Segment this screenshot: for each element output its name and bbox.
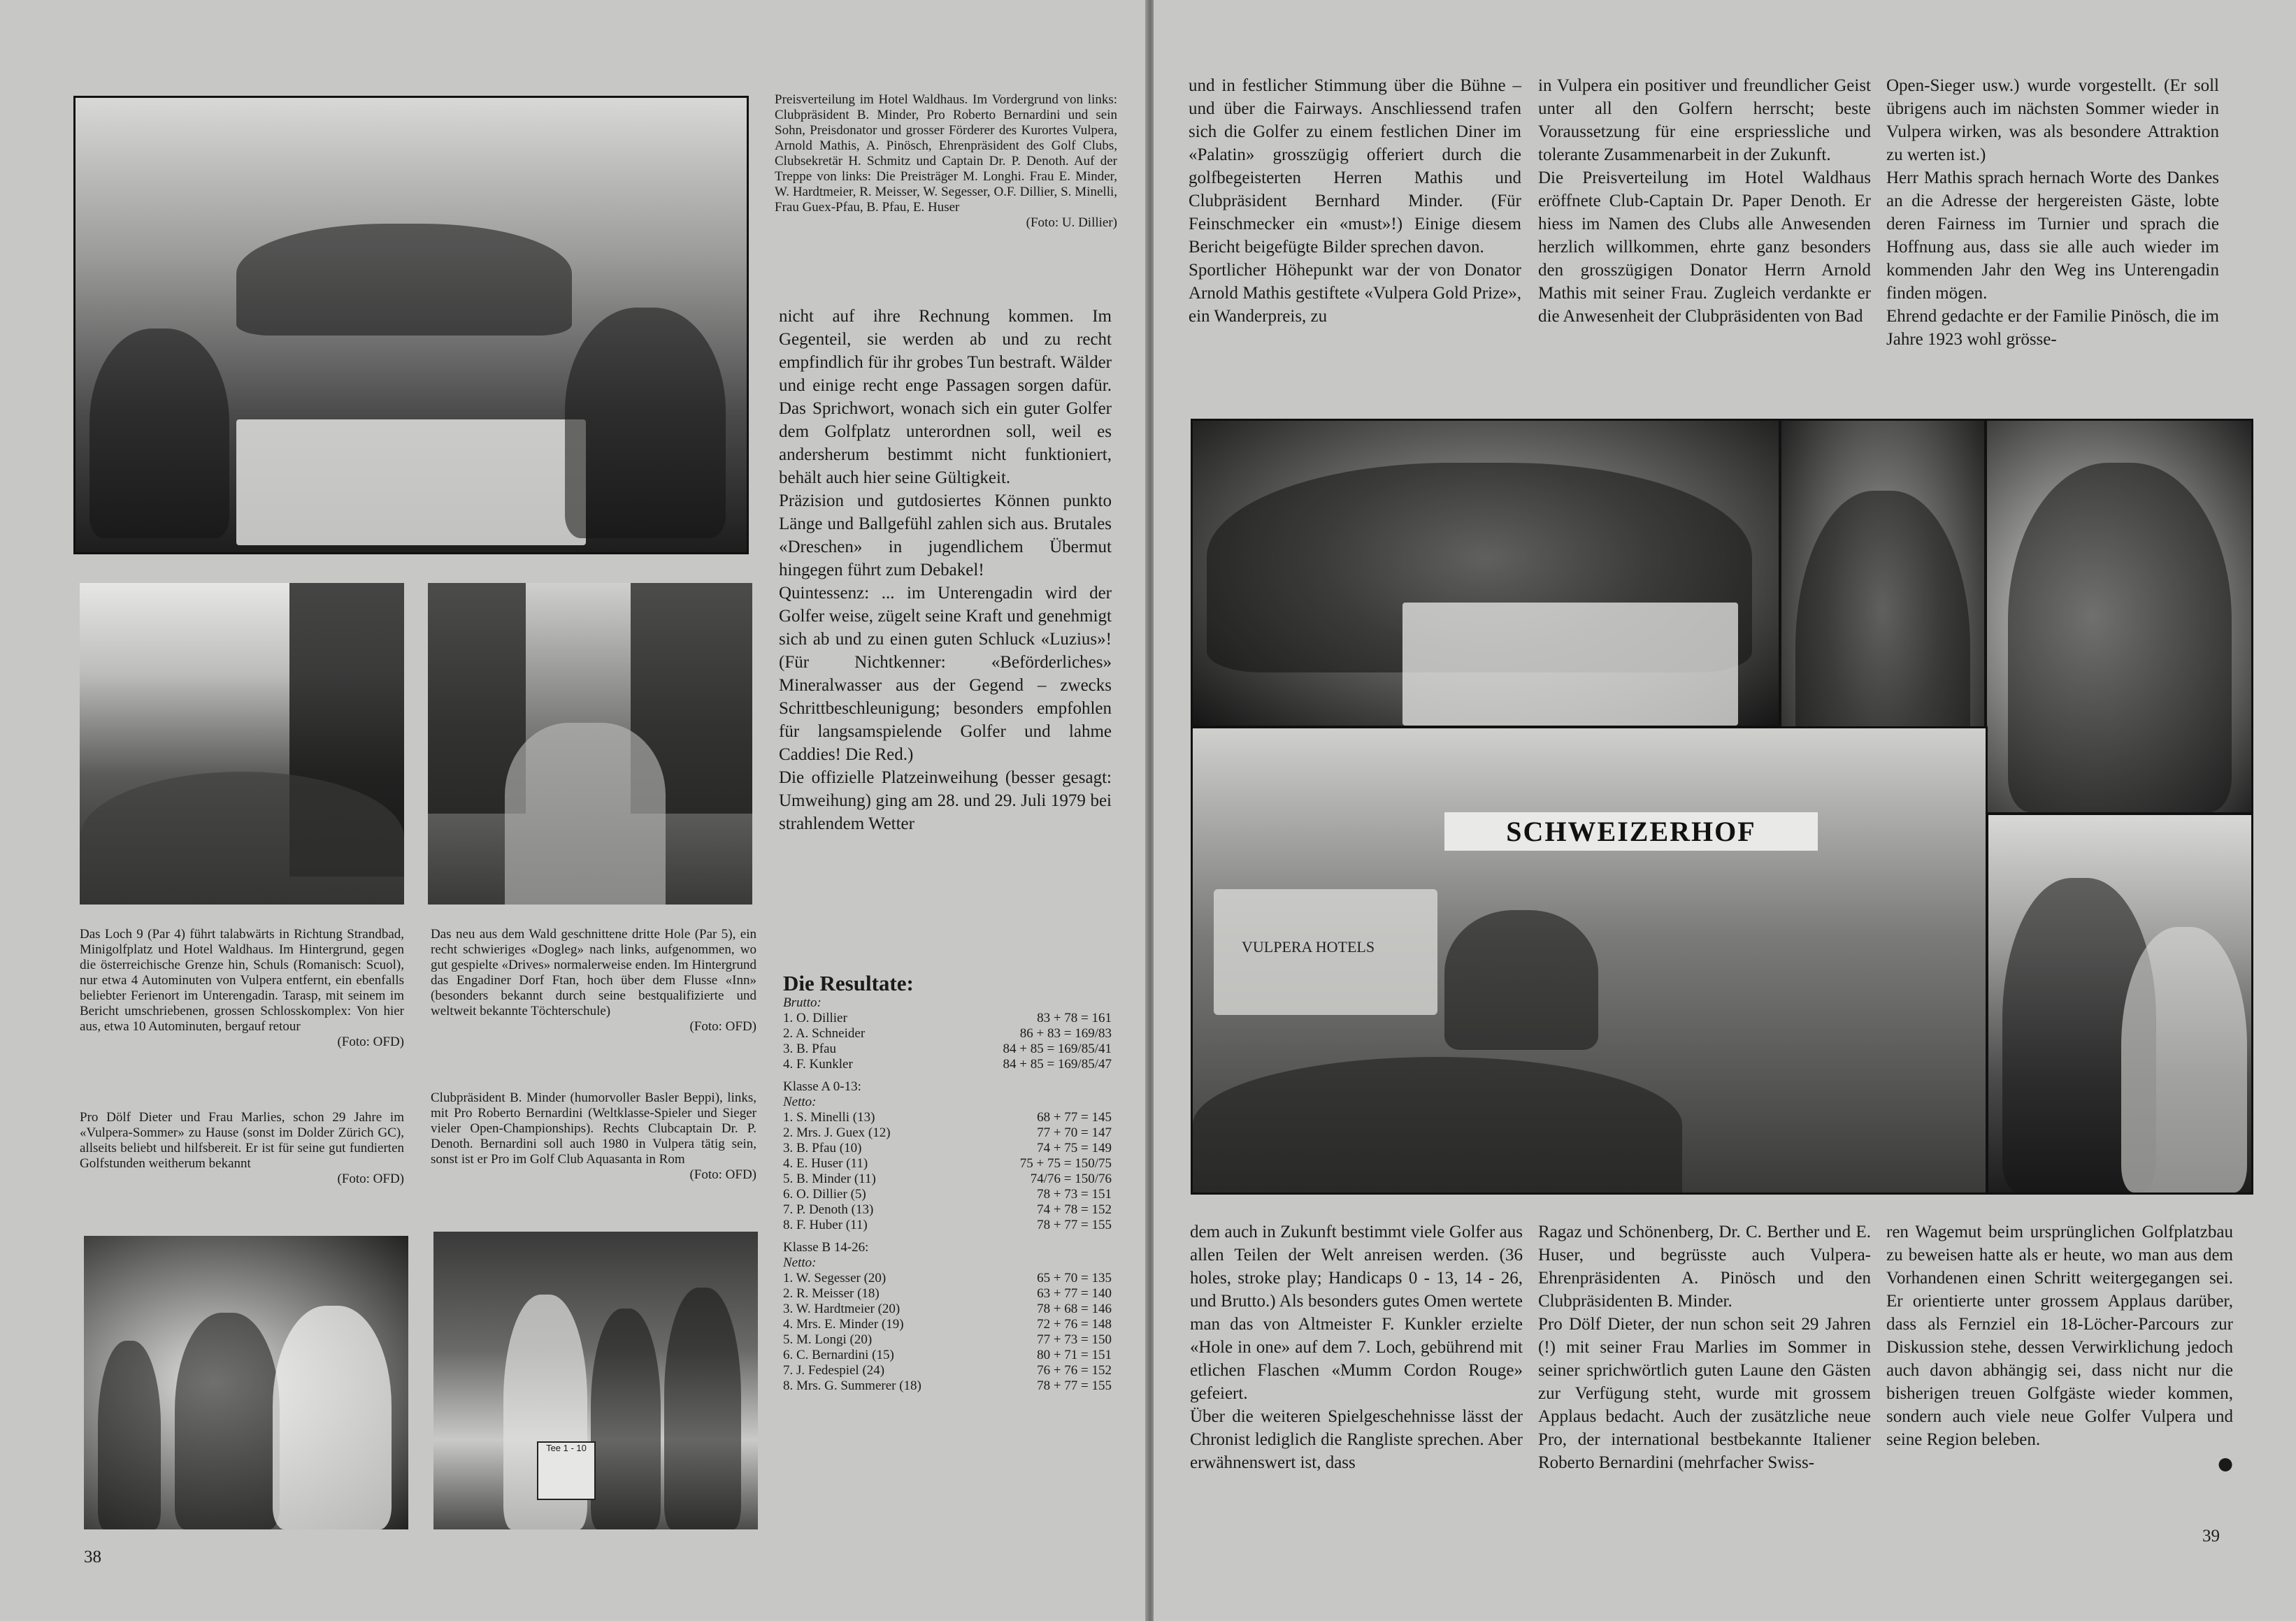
caption-minder xyxy=(431,1090,756,1183)
photo-hotel-carriage xyxy=(1193,728,1986,1193)
player-score: 65 + 70 = 135 xyxy=(1037,1271,1112,1285)
player-name: 3. B. Pfau (10) xyxy=(783,1141,862,1155)
results-row xyxy=(783,1317,1112,1332)
results-title: Die Resultate: xyxy=(783,971,914,995)
person-bernardini xyxy=(591,1309,661,1529)
group-figure xyxy=(236,224,572,336)
results-row xyxy=(783,1363,1112,1378)
player-name: 3. B. Pfau xyxy=(783,1042,836,1056)
caption-hole-9-credit: (Foto: OFD) xyxy=(337,1035,404,1049)
results-row xyxy=(783,1378,1112,1394)
photo-hole-3 xyxy=(428,583,752,905)
body-paragraph: dem auch in Zukunft bestimmt viele Golfer aus allen Teilen der Welt anreisen werden. (36 holes, stroke play; Handicaps 0 - 13, 14 - 26, und Brutto.) Als besonders gutes Omen wertete man das von Altmeister F. Kunkler erzielte «Hole in one» auf dem 7. Loch, gebührend mit etlichen Flaschen «Mumm Cordon Rouge» gefeiert. xyxy=(1190,1223,1523,1403)
group-figure xyxy=(89,329,229,538)
body-paragraph: Präzision und gutdosiertes Können punkto Länge und Ballgefühl zahlen sich aus. Brutales «Dreschen» in jugendlichem Übermut hingegen führt zum Debakel! xyxy=(779,491,1112,579)
player-name: 6. C. Bernardini (15) xyxy=(783,1348,894,1362)
body-paragraph: Pro Dölf Dieter, der nun schon seit 29 Jahren (!) mit seiner Frau Marlies im Sommer in seiner sprichwörtlich guten Laune den Gästen zur Verfügung steht, wurde mit grossem Applaus bedacht. Auch der zusätzliche neue Pro, der international bestbekannte Italiener Roberto Bernardini (mehrfacher Swiss- xyxy=(1538,1315,1871,1472)
person-man xyxy=(175,1313,280,1529)
body-paragraph: Die offizielle Platzeinweihung (besser gesagt: Umweihung) ging am 28. und 29. Juli 1979 bei strahlendem Wetter xyxy=(779,768,1112,833)
results-row xyxy=(783,1302,1112,1317)
player-name: 2. Mrs. J. Guex (12) xyxy=(783,1125,891,1140)
flower-bed xyxy=(1193,1057,1682,1193)
player-name: 7. J. Fedespiel (24) xyxy=(783,1363,885,1378)
player-score: 78 + 73 = 151 xyxy=(1037,1187,1112,1202)
right-page xyxy=(1154,0,2296,1621)
caption-hole-3-credit: (Foto: OFD) xyxy=(689,1019,756,1034)
left-page xyxy=(0,0,1147,1621)
horses xyxy=(1444,910,1598,1050)
player-score: 78 + 68 = 146 xyxy=(1037,1302,1112,1316)
player-name: 1. O. Dillier xyxy=(783,1011,847,1025)
body-paragraph: Über die weiteren Spielgeschehnisse lässt der Chronist lediglich die Rangliste sprechen. Aber erwähnenswert ist, dass xyxy=(1190,1407,1523,1472)
player-score: 84 + 85 = 169/85/41 xyxy=(1003,1042,1112,1056)
person-denoth xyxy=(664,1288,741,1529)
caption-dieter xyxy=(80,1110,404,1187)
main-caption-credit: (Foto: U. Dillier) xyxy=(1026,215,1117,230)
player-score: 77 + 73 = 150 xyxy=(1037,1332,1112,1347)
results-row xyxy=(783,1026,1112,1042)
player-score: 68 + 77 = 145 xyxy=(1037,1110,1112,1125)
photo-minder-bernardini xyxy=(433,1232,758,1529)
caption-hole-3 xyxy=(431,927,756,1035)
photo-dinner-table xyxy=(1193,421,1779,726)
photo-smiling-man xyxy=(1987,421,2251,812)
photo-couple-dinner xyxy=(1988,815,2251,1193)
results-row xyxy=(783,1042,1112,1057)
body-paragraph: Die Preisverteilung im Hotel Waldhaus eröffnete Club-Captain Dr. Paper Denoth. Er hiess im Namen des Clubs alle Anwesenden herzlich willkommen, ehrte ganz besonders den grosszügigen Donator Herrn Arnold Mathis mit seiner Frau. Zugleich verdankte er die Anwesenheit der Clubpräsidenten von Bad xyxy=(1538,168,1871,326)
body-paragraph: Ragaz und Schönenberg, Dr. C. Berther und E. Huser, und begrüsste auch Vulpera-Ehrenpräsidenten A. Pinösch und den Clubpräsidenten B. Minder. xyxy=(1538,1223,1871,1311)
results-row xyxy=(783,1141,1112,1156)
player-score: 72 + 76 = 148 xyxy=(1037,1317,1112,1332)
player-name: 4. F. Kunkler xyxy=(783,1057,853,1072)
person-woman xyxy=(273,1306,392,1529)
results-row xyxy=(783,1271,1112,1286)
results-row xyxy=(783,1332,1112,1348)
article-top-col-1 xyxy=(1189,74,1521,328)
fairway xyxy=(505,723,666,905)
tee-sign xyxy=(537,1441,596,1500)
player-score: 86 + 83 = 169/83 xyxy=(1019,1026,1112,1041)
body-paragraph: Quintessenz: ... im Unterengadin wird der Golfer weise, zügelt seine Kraft und genehmigt sich ab und zu einen guten Schluck «Luzius»! (Für Nichtkenner: «Beförderliches» Mineralwasser aus der Gegend – zwecks Schrittbeschleunigung; besonders empfohlen für langsamspielende Golfer und lahme Caddies! Die Red.) xyxy=(779,584,1112,764)
player-score: 78 + 77 = 155 xyxy=(1037,1218,1112,1232)
results-row xyxy=(783,1156,1112,1172)
page-number-right: 39 xyxy=(2202,1527,2220,1546)
photo-dieter-couple xyxy=(84,1236,408,1529)
body-paragraph: Open-Sieger usw.) wurde vorgestellt. (Er soll übrigens auch im nächsten Sommer wieder in Vulpera wirken, was als besondere Attraktion zu werten ist.) xyxy=(1886,76,2219,164)
body-paragraph: und in festlicher Stimmung über die Bühne – und über die Fairways. Anschliessend trafen sich die Golfer zu einem festlichen Diner im «Palatin» grosszügig offeriert durch die golfbegeisterten Herren Mathis und Clubpräsident Bernhard Minder. (Für Feinschmecker ein «must»!) Einige diesem Bericht beigefügte Bilder sprechen davon. xyxy=(1189,76,1521,257)
player-score: 83 + 78 = 161 xyxy=(1037,1011,1112,1025)
article-top-col-2 xyxy=(1538,74,1871,328)
hotel-sign xyxy=(1444,812,1818,851)
group-figure xyxy=(565,308,726,538)
results-group-heading: Klasse A 0-13: xyxy=(783,1079,861,1094)
player-score: 76 + 76 = 152 xyxy=(1037,1363,1112,1378)
person-left xyxy=(98,1341,161,1529)
player-score: 77 + 70 = 147 xyxy=(1037,1125,1112,1140)
results-group-sub: Netto: xyxy=(783,1095,817,1109)
caption-dieter-credit: (Foto: OFD) xyxy=(337,1172,404,1186)
body-paragraph: nicht auf ihre Rechnung kommen. Im Gegenteil, sie werden ab und zu recht empfindlich für ihr grobes Tun bestraft. Wälder und einige recht enge Passagen sorgen dafür. Das Sprichwort, wonach sich ein guter Golfer dem Golfplatz unterordnen soll, weil es andersherum bestimmt nicht funktioniert, behält auch hier seine Gültigkeit. xyxy=(779,307,1112,487)
article-top-col-3 xyxy=(1886,74,2219,351)
article-column-left xyxy=(779,305,1112,835)
page-number-left: 38 xyxy=(84,1548,101,1566)
player-name: 4. E. Huser (11) xyxy=(783,1156,868,1171)
results-row xyxy=(783,1057,1112,1072)
results-table xyxy=(783,971,1112,1394)
player-name: 6. O. Dillier (5) xyxy=(783,1187,866,1202)
results-row xyxy=(783,1011,1112,1026)
results-group-heading: Brutto: xyxy=(783,995,821,1010)
caption-minder-credit: (Foto: OFD) xyxy=(689,1167,756,1182)
caption-hole-9-text: Das Loch 9 (Par 4) führt talabwärts in Richtung Strandbad, Minigolfplatz und Hotel Waldhaus. Im Hintergrund, gegen die österreichische Grenze hin, Schuls (Romanisch: Scuol), nur etwa 4 Autominuten von Vulpera entfernt, ein ebenfalls beliebter Ferienort im Unterengadin. Tarasp, mit seinem im Bericht umschriebenen, grossen Schlosskomplex: Von hier aus, etwa 10 Autominuten, bergauf retour xyxy=(80,927,404,1034)
results-row xyxy=(783,1286,1112,1302)
results-row xyxy=(783,1218,1112,1233)
player-name: 7. P. Denoth (13) xyxy=(783,1202,874,1217)
player-name: 8. Mrs. G. Summerer (18) xyxy=(783,1378,921,1393)
results-row xyxy=(783,1172,1112,1187)
person-smiling xyxy=(2008,463,2232,812)
article-bottom-col-2 xyxy=(1538,1220,1871,1474)
results-group-sub: Netto: xyxy=(783,1255,817,1270)
body-paragraph: ren Wagemut beim ursprünglichen Golfplatzbau zu beweisen hatte als er heute, wo man aus dem Vorhandenen einen Schritt weitergegangen sei. Er orientierte unter grossem Applaus darüber, dass als Fernziel ein 18-Löcher-Parcours zur Diskussion stehe, dessen Verwirklichung jedoch auch davon abhängig sei, dass nicht nur die bisherigen treuen Golfgäste wieder kommen, sondern auch viele neue Golfer Vulpera und seine Region beleben. xyxy=(1886,1223,2233,1449)
table-cloth xyxy=(1402,603,1738,726)
results-row xyxy=(783,1202,1112,1218)
player-name: 5. B. Minder (11) xyxy=(783,1172,876,1186)
player-name: 1. W. Segesser (20) xyxy=(783,1271,887,1285)
player-score: 74 + 75 = 149 xyxy=(1037,1141,1112,1155)
valley-slope xyxy=(80,772,404,905)
player-score: 84 + 85 = 169/85/47 xyxy=(1003,1057,1112,1072)
player-name: 4. Mrs. E. Minder (19) xyxy=(783,1317,904,1332)
photo-prize-ceremony xyxy=(76,98,747,552)
body-paragraph: Sportlicher Höhepunkt war der von Donator Arnold Mathis gestiftete «Vulpera Gold Prize», ein Wanderpreis, zu xyxy=(1189,261,1521,326)
player-score: 80 + 71 = 151 xyxy=(1037,1348,1112,1362)
player-score: 75 + 75 = 150/75 xyxy=(1019,1156,1112,1171)
main-caption-text: Preisverteilung im Hotel Waldhaus. Im Vordergrund von links: Clubpräsident B. Minder, Pro Roberto Bernardini und sein Sohn, Preisdonator und grosser Förderer des Kurortes Vulpera, Arnold Mathis, A. Pinösch, Ehrenpräsident des Golf Clubs, Clubsekretär H. Schmitz und Captain Dr. P. Denoth. Auf der Treppe von links: Die Preisträger M. Longhi. Frau E. Minder, W. Hardtmeier, R. Meisser, W. Segesser, O.F. Dillier, S. Minelli, Frau Guex-Pfau, B. Pfau, E. Huser xyxy=(775,92,1117,215)
player-name: 2. A. Schneider xyxy=(783,1026,866,1041)
tee-sign-text: Tee 1 - 10 xyxy=(546,1443,587,1453)
hotel-sign-text: SCHWEIZERHOF xyxy=(1506,816,1756,847)
caption-dieter-text: Pro Dölf Dieter und Frau Marlies, schon 29 Jahre im «Vulpera-Sommer» zu Hause (sonst im Dolder Zürich GC), allseits beliebt und hilfsbereit. Er ist für seine gut fundierten Golfstunden weitherum bekannt xyxy=(80,1110,404,1171)
results-group-heading: Klasse B 14-26: xyxy=(783,1240,869,1255)
main-photo-caption xyxy=(775,92,1117,231)
body-paragraph: Herr Mathis sprach hernach Worte des Dankes an die Adresse der hergereisten Gäste, lobte deren Fairness im Turnier und sprach die Hoffnung aus, dass sie alle auch wieder im kommenden Jahr den Weg ins Unterengadin finden mögen. xyxy=(1886,168,2219,303)
results-row xyxy=(783,1187,1112,1202)
player-name: 5. M. Longi (20) xyxy=(783,1332,873,1347)
end-mark: ● xyxy=(2218,1453,2233,1474)
player-name: 1. S. Minelli (13) xyxy=(783,1110,875,1125)
caption-minder-text: Clubpräsident B. Minder (humorvoller Basler Beppi), links, mit Pro Roberto Bernardini (Weltklasse-Spieler und Sieger vieler Open-Championships). Rechts Clubcaptain Dr. P. Denoth. Bernardini soll auch 1980 in Vulpera tätig sein, sonst ist er Pro im Golf Club Aquasanta in Rom xyxy=(431,1090,756,1167)
player-score: 63 + 77 = 140 xyxy=(1037,1286,1112,1301)
woman-smiling xyxy=(2121,927,2247,1193)
player-name: 3. W. Hardtmeier (20) xyxy=(783,1302,901,1316)
player-name: 2. R. Meisser (18) xyxy=(783,1286,880,1301)
player-score: 78 + 77 = 155 xyxy=(1037,1378,1112,1393)
article-bottom-col-3 xyxy=(1886,1220,2233,1474)
player-score: 74 + 78 = 152 xyxy=(1037,1202,1112,1217)
results-row xyxy=(783,1348,1112,1363)
article-bottom-col-1 xyxy=(1190,1220,1523,1474)
results-row xyxy=(783,1110,1112,1125)
body-paragraph: Ehrend gedachte er der Familie Pinösch, die im Jahre 1923 wohl grösse- xyxy=(1886,307,2219,349)
carriage xyxy=(1214,889,1437,1015)
body-paragraph: in Vulpera ein positiver und freundlicher Geist unter all den Golfern herrscht; beste Voraussetzung für eine erspriessliche und tolerante Zusammenarbeit in der Zukunft. xyxy=(1538,76,1871,164)
player-name: 8. F. Huber (11) xyxy=(783,1218,868,1232)
trophy-table xyxy=(236,419,586,545)
player-score: 74/76 = 150/76 xyxy=(1030,1172,1112,1186)
results-row xyxy=(783,1125,1112,1141)
caption-hole-3-text: Das neu aus dem Wald geschnittene dritte Hole (Par 5), ein recht schwieriges «Dogleg» nach links, aufgenommen, wo gut gespielte «Drives» normalerweise enden. Im Hintergrund das Engadiner Dorf Ftan, hoch über dem Flusse «Inn» (besonders bekannt durch seine bestqualifizierte und weltweit bekannte Töchterschule) xyxy=(431,927,756,1018)
photo-hole-9 xyxy=(80,583,404,905)
caption-hole-9 xyxy=(80,927,404,1050)
carriage-sign-text: VULPERA HOTELS xyxy=(1242,938,1375,956)
